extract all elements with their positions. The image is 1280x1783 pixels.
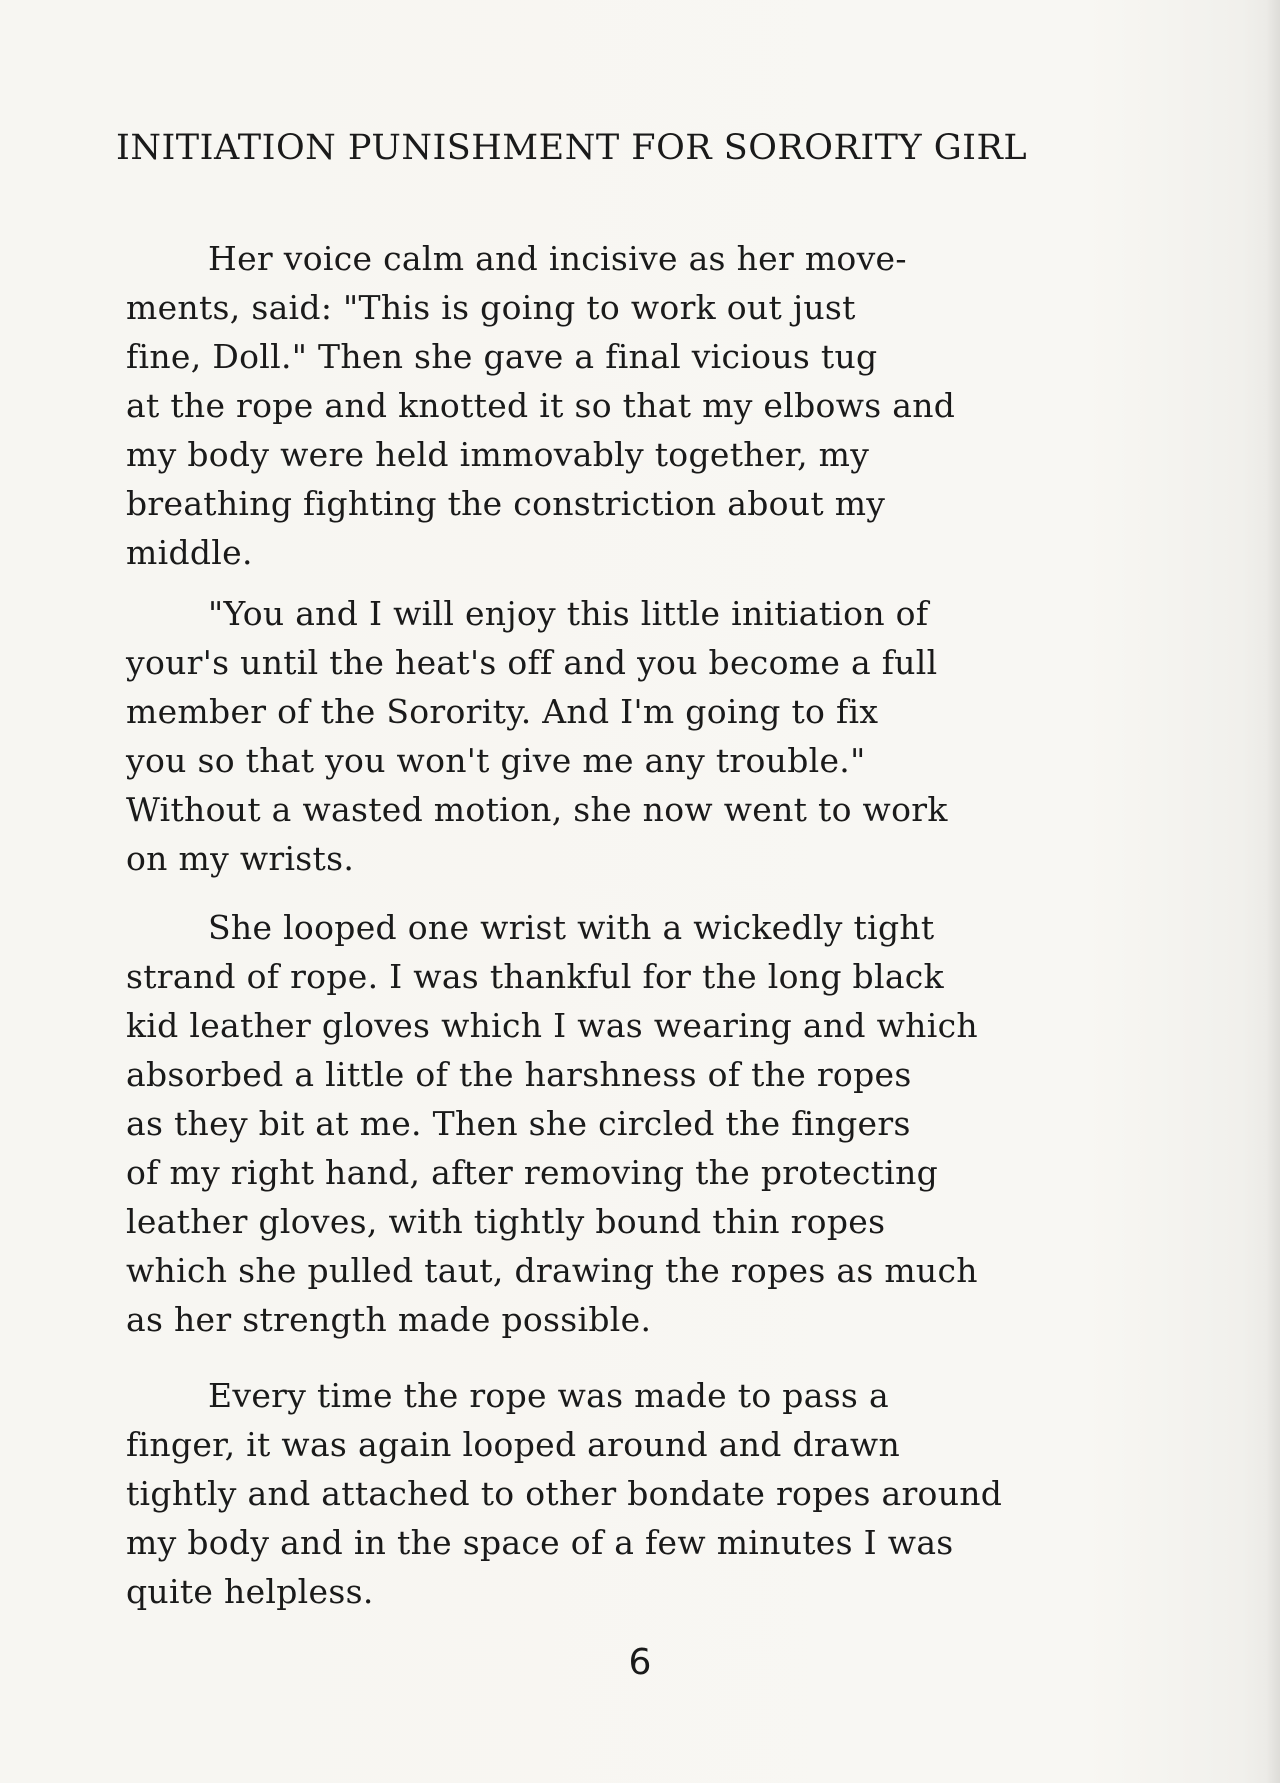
text-line: absorbed a little of the harshness of the ropes: [126, 1055, 912, 1094]
text-line: which she pulled taut, drawing the ropes as much: [126, 1251, 978, 1290]
text-line: as they bit at me. Then she circled the fingers: [126, 1104, 911, 1143]
text-line: my body were held immovably together, my: [126, 435, 870, 474]
text-line: kid leather gloves which I was wearing and which: [126, 1006, 978, 1045]
text-line: at the rope and knotted it so that my elbows and: [126, 386, 956, 425]
page-number: 6: [628, 1642, 652, 1683]
text-line: strand of rope. I was thankful for the long black: [126, 957, 944, 996]
paragraph-4: [126, 1371, 1002, 1616]
text-line: tightly and attached to other bondate ropes around: [126, 1474, 1003, 1513]
text-line: on my wrists.: [126, 839, 355, 878]
text-line: as her strength made possible.: [126, 1300, 652, 1339]
text-line: leather gloves, with tightly bound thin ropes: [126, 1202, 886, 1241]
text-line: fine, Doll." Then she gave a final vicious tug: [126, 337, 878, 376]
text-line: Without a wasted motion, she now went to work: [126, 790, 948, 829]
paragraph-1: [126, 234, 955, 577]
paragraph-3: [126, 903, 978, 1344]
text-line: you so that you won't give me any trouble.": [126, 741, 866, 780]
page-title: INITIATION PUNISHMENT FOR SORORITY GIRL: [116, 128, 1028, 168]
text-line: Her voice calm and incisive as her move-: [208, 239, 907, 278]
text-line: breathing fighting the constriction about my: [126, 484, 886, 523]
paragraph-2: [126, 589, 948, 883]
text-line: middle.: [126, 533, 253, 572]
text-line: my body and in the space of a few minutes I was: [126, 1523, 954, 1562]
text-line: quite helpless.: [126, 1572, 374, 1611]
text-line: "You and I will enjoy this little initiation of: [208, 594, 929, 633]
text-line: ments, said: "This is going to work out just: [126, 288, 856, 327]
text-line: Every time the rope was made to pass a: [208, 1376, 889, 1415]
text-line: She looped one wrist with a wickedly tight: [208, 908, 935, 947]
page-edge-shadow: [1266, 0, 1280, 1783]
text-line: of my right hand, after removing the protecting: [126, 1153, 939, 1192]
text-line: your's until the heat's off and you become a full: [126, 643, 938, 682]
text-line: finger, it was again looped around and drawn: [126, 1425, 901, 1464]
text-line: member of the Sorority. And I'm going to fix: [126, 692, 879, 731]
